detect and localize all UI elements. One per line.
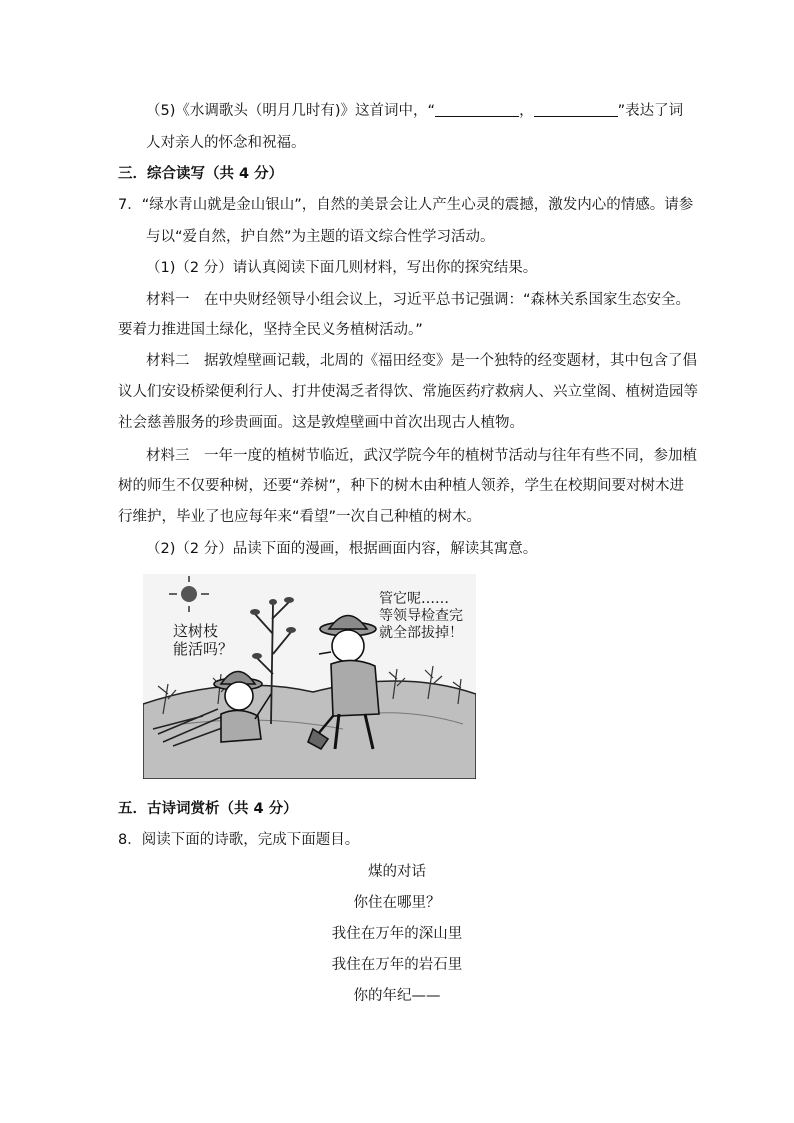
poem-line: 我住在万年的岩石里: [331, 957, 463, 973]
q7-line-1: 7．“绿水青山就是金山银山”，自然的美景会让人产生心灵的震撼，激发内心的情感。请参: [118, 197, 694, 213]
bubble-right-line-2: 等领导检查完: [379, 608, 463, 624]
q7-sub-2: （2)（2 分）品读下面的漫画，根据画面内容，解读其寓意。: [146, 541, 538, 557]
section-3-heading: 三．综合读写（共 4 分）: [118, 166, 284, 182]
bubble-right-line-1: 管它呢……: [379, 591, 449, 607]
poem-line: 你的年纪——: [353, 988, 441, 1004]
poem-line: 你住在哪里？: [353, 895, 441, 911]
cartoon-image: [143, 574, 476, 779]
q5-line-2: 人对亲人的怀念和祝福。: [146, 135, 306, 151]
bubble-left-line-1: 这树枝: [173, 622, 219, 640]
q8-intro: 8．阅读下面的诗歌，完成下面题目。: [118, 832, 360, 848]
q5-prefix: （5)《水调歌头（明月几时有)》这首词中，“: [146, 103, 436, 119]
q5-suffix: ”表达了词: [617, 103, 684, 119]
material-1-line-1: 材料一 在中央财经领导小组会议上，习近平总书记强调：“森林关系国家生态安全。: [146, 292, 691, 308]
bubble-left-line-2: 能活吗？: [173, 640, 234, 658]
poem-title: 煤的对话: [368, 864, 426, 880]
q5-comma: ，: [519, 103, 534, 119]
answer-blank-2[interactable]: [534, 102, 618, 117]
material-1-line-2: 要着力推进国土绿化，坚持全民义务植树活动。”: [118, 322, 423, 338]
material-2-line-2: 议人们安设桥梁便利行人、打井使渴乏者得饮、常施医药疗救病人、兴立堂阁、植树造园等: [118, 384, 698, 400]
q7-line-2: 与以“爱自然，护自然”为主题的语文综合性学习活动。: [146, 229, 495, 245]
poem-line: 我住在万年的深山里: [331, 926, 463, 942]
answer-blank-1[interactable]: [435, 102, 519, 117]
section-5-heading: 五．古诗词赏析（共 4 分）: [118, 801, 298, 817]
material-2-line-1: 材料二 据敦煌壁画记载，北周的《福田经变》是一个独特的经变题材，其中包含了倡: [146, 353, 697, 369]
q5-line-1: [146, 101, 683, 121]
bubble-right-line-3: 就全部拔掉！: [379, 625, 463, 641]
material-3-line-3: 行维护，毕业了也应每年来“看望”一次自己种植的树木。: [118, 509, 482, 525]
material-2-line-3: 社会慈善服务的珍贵画面。这是敦煌壁画中首次出现古人植物。: [118, 415, 524, 431]
material-3-line-1: 材料三 一年一度的植树节临近，武汉学院今年的植树节活动与往年有些不同，参加植: [146, 448, 697, 464]
q7-sub-1: （1)（2 分）请认真阅读下面几则材料，写出你的探究结果。: [146, 260, 538, 276]
material-3-line-2: 树的师生不仅要种树，还要“养树”，种下的树木由种植人领养，学生在校期间要对树木进: [118, 478, 685, 494]
